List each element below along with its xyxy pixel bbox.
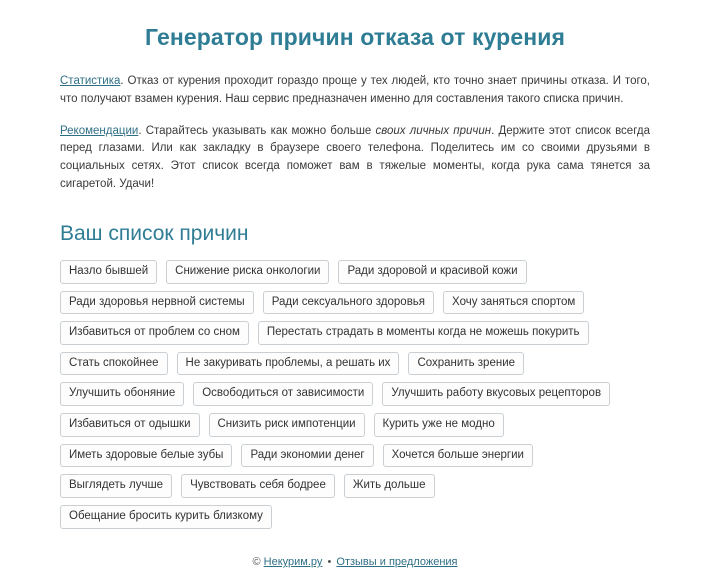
intro-1-text-before: Старайтесь указывать как можно больше xyxy=(145,124,376,137)
intro-0-text: Отказ от курения проходит гораздо проще у тех людей, кто точно знает причины отказа. И того, что получают взамен курения. Наш сервис предназначен именно для составления такого списка причин. xyxy=(60,75,650,105)
reason-tag[interactable]: Улучшить обоняние xyxy=(60,382,184,406)
footer xyxy=(0,556,710,568)
footer-copyright: © xyxy=(252,556,261,568)
reason-tag[interactable]: Жить дольше xyxy=(344,474,435,498)
reason-tag[interactable]: Не закуривать проблемы, а решать их xyxy=(177,352,400,376)
reason-tag[interactable]: Обещание бросить курить близкому xyxy=(60,505,272,529)
reasons-list xyxy=(60,260,650,529)
reason-tag[interactable]: Выглядеть лучше xyxy=(60,474,172,498)
intro-paragraph-statistics xyxy=(60,73,650,109)
recommendations-link[interactable]: Рекомендации xyxy=(60,124,139,137)
reason-tag[interactable]: Ради сексуального здоровья xyxy=(263,291,434,315)
reason-tag[interactable]: Избавиться от проблем со сном xyxy=(60,321,249,345)
reason-tag[interactable]: Стать спокойнее xyxy=(60,352,168,376)
reason-tag[interactable]: Сохранить зрение xyxy=(408,352,524,376)
intro-0-lead-suffix: . xyxy=(120,75,128,87)
reason-tag[interactable]: Избавиться от одышки xyxy=(60,413,200,437)
reason-tag[interactable]: Освободиться от зависимости xyxy=(193,382,373,406)
footer-feedback-link[interactable]: Отзывы и предложения xyxy=(336,556,458,568)
reason-tag[interactable]: Ради экономии денег xyxy=(241,444,373,468)
footer-separator: • xyxy=(327,556,332,568)
intro-1-lead-suffix: . xyxy=(138,124,146,137)
reason-tag[interactable]: Ради здоровой и красивой кожи xyxy=(338,260,526,284)
reason-tag[interactable]: Снизить риск импотенции xyxy=(209,413,365,437)
reason-tag[interactable]: Улучшить работу вкусовых рецепторов xyxy=(382,382,610,406)
reason-tag[interactable]: Курить уже не модно xyxy=(374,413,504,437)
reason-tag[interactable]: Иметь здоровые белые зубы xyxy=(60,444,232,468)
intro-1-emphasis: своих личных причин xyxy=(375,124,492,137)
intro-paragraph-recommendations xyxy=(60,123,650,194)
reason-tag[interactable]: Назло бывшей xyxy=(60,260,157,284)
reasons-list-title: Ваш список причин xyxy=(60,221,249,245)
page-title: Генератор причин отказа от курения xyxy=(145,24,565,50)
intro-1-text-after: . Держите этот список всегда перед глазами. Или как закладку в браузере своего телефона. Поделитесь им со своими друзьями в социальных сетях. Этот список всегда поможет вам в тяжелые моменты, когда рука сама тянется за сигаретой. Удачи! xyxy=(60,124,650,191)
reason-tag[interactable]: Хочу заняться спортом xyxy=(443,291,584,315)
reason-tag[interactable]: Ради здоровья нервной системы xyxy=(60,291,254,315)
page-container xyxy=(0,24,710,529)
footer-site-link[interactable]: Некурим.ру xyxy=(263,556,323,568)
reason-tag[interactable]: Снижение риска онкологии xyxy=(166,260,329,284)
statistics-link[interactable]: Статистика xyxy=(60,75,121,87)
reason-tag[interactable]: Хочется больше энергии xyxy=(383,444,533,468)
reason-tag[interactable]: Перестать страдать в моменты когда не можешь покурить xyxy=(258,321,589,345)
reason-tag[interactable]: Чувствовать себя бодрее xyxy=(181,474,335,498)
